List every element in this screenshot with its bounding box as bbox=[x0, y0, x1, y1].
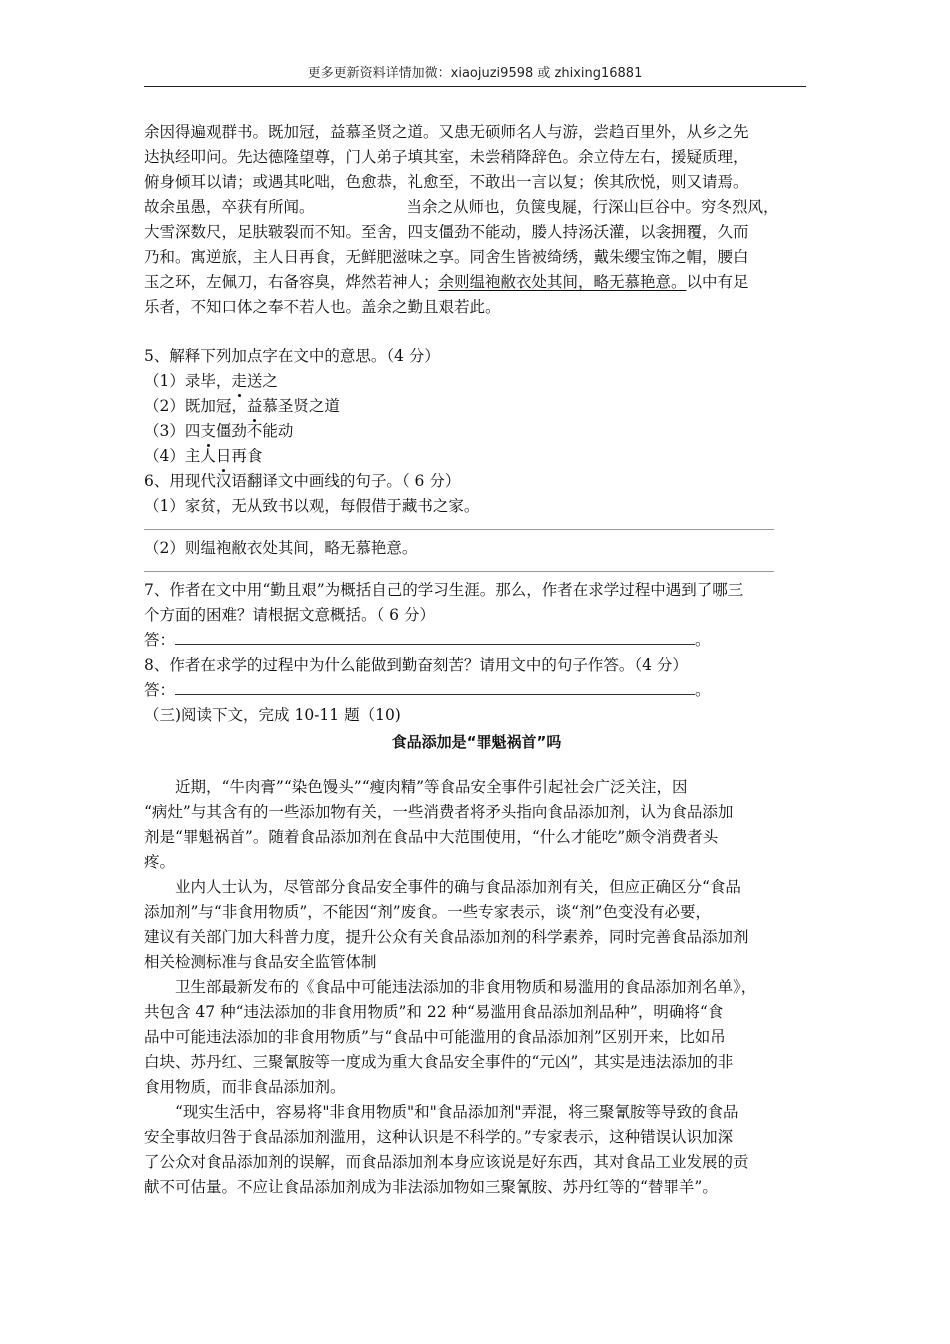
item-text: 僵劲不能动 bbox=[215, 422, 294, 440]
section-heading: （三)阅读下文，完成 10-11 题（10) bbox=[144, 706, 401, 724]
article-line: 白块、苏丹红、三聚氰胺等一度成为重大食品安全事件的“元凶”，其实是违法添加的非 bbox=[144, 1053, 734, 1071]
dotted-char: 益 bbox=[247, 394, 263, 419]
answer-line[interactable] bbox=[144, 571, 774, 572]
question-8 bbox=[144, 653, 809, 703]
passage-text: 当余之从师也，负箧曳屣，行深山巨谷中。穷冬烈风， bbox=[406, 198, 779, 216]
question-item bbox=[144, 394, 809, 419]
passage-line bbox=[144, 270, 809, 295]
answer-line[interactable] bbox=[144, 529, 774, 530]
article-line: 相关检测标准与食品安全监管体制 bbox=[144, 953, 377, 971]
article-line: 业内人士认为，尽管部分食品安全事件的确与食品添加剂有关，但应正确区分“食品 bbox=[175, 878, 741, 896]
passage-line: 乐者，不知口体之奉不若人也。盖余之勤且艰若此。 bbox=[144, 298, 501, 316]
item-text: 送之 bbox=[246, 372, 278, 390]
question-stem: 6、用现代汉语翻译文中画线的句子。（ 6 分） bbox=[144, 472, 461, 490]
passage-text: 以中有足 bbox=[686, 273, 749, 291]
underlined-sentence: 余则缊袍敝衣处其间，略无慕艳意。 bbox=[438, 273, 687, 291]
article-line: 近期，“牛肉膏”“染色馒头”“瘦肉精”等食品安全事件引起社会广泛关注，因 bbox=[175, 778, 688, 796]
article-line: “现实生活中，容易将"非食用物质"和"食品添加剂"弄混，将三聚氰胺等导致的食品 bbox=[175, 1103, 739, 1121]
item-text: （2）既加冠， bbox=[144, 397, 247, 415]
question-7 bbox=[144, 578, 809, 653]
article-line: 添加剂”与“非食用物质”，不能因“剂”废食。一些专家表示，谈“剂”色变没有必要， bbox=[144, 903, 711, 921]
article-line: 献不可估量。不应让食品添加剂成为非法添加物如三聚氰胺、苏丹红等的“替罪羊”。 bbox=[144, 1178, 718, 1196]
article-title: 食品添加是“罪魁祸首”吗 bbox=[391, 733, 562, 751]
item-text: （3）四 bbox=[144, 422, 201, 440]
answer-label: 答： bbox=[144, 631, 176, 649]
question-6 bbox=[144, 469, 809, 572]
passage-line: 大雪深数尺，足肤皲裂而不知。至舍，四支僵劲不能动，媵人持汤沃灌，以衾拥覆，久而 bbox=[144, 223, 749, 241]
passage-line: 乃和。寓逆旅，主人日再食，无鲜肥滋味之享。同舍生皆被绮绣，戴朱缨宝饰之帽，腰白 bbox=[144, 248, 749, 266]
article-body bbox=[144, 775, 809, 1200]
item-text: 慕圣贤之道 bbox=[262, 397, 340, 415]
passage-line bbox=[144, 195, 809, 220]
question-item: （1）家贫，无从致书以观，每假借于藏书之家。 bbox=[144, 497, 480, 515]
answer-blank[interactable] bbox=[175, 630, 695, 645]
question-item bbox=[144, 419, 809, 444]
item-text: 再食 bbox=[231, 447, 263, 465]
page-header: 更多更新资料详情加微：xiaojuzi9598 或 zhixing16881 bbox=[144, 62, 806, 87]
passage-text: 故余虽愚，卒获有所闻。 bbox=[144, 198, 315, 216]
question-item bbox=[144, 444, 809, 469]
question-item bbox=[144, 369, 809, 394]
answer-row bbox=[144, 678, 809, 703]
article-line: 疼。 bbox=[144, 853, 176, 871]
passage-line: 达执经叩问。先达德隆望尊，门人弟子填其室，未尝稍降辞色。余立侍左右，援疑质理， bbox=[144, 148, 749, 166]
dotted-char: 日 bbox=[216, 444, 232, 469]
article-line: 剂是“罪魁祸首”。随着食品添加剂在食品中大范围使用，“什么才能吃”颇令消费者头 bbox=[144, 828, 719, 846]
question-stem: 5、解释下列加点字在文中的意思。（4 分） bbox=[144, 347, 440, 365]
article-line: 安全事故归咎于食品添加剂滥用，这种认识是不科学的。”专家表示，这种错误认识加深 bbox=[144, 1128, 734, 1146]
article-line: 了公众对食品添加剂的误解，而食品添加剂本身应该说是好东西，其对食品工业发展的贡 bbox=[144, 1153, 749, 1171]
passage-line: 余因得遍观群书。既加冠，益慕圣贤之道。又患无硕师名人与游，尝趋百里外，从乡之先 bbox=[144, 123, 749, 141]
answer-blank[interactable] bbox=[175, 680, 695, 695]
article-line: 共包含 47 种“违法添加的非食用物质”和 22 种“易滥用食品添加剂品种”，明确将“食 bbox=[144, 1003, 724, 1021]
dotted-char: 支 bbox=[200, 419, 216, 444]
document-body bbox=[144, 120, 809, 1200]
article-line: 品中可能违法添加的非食用物质”与“食品中可能滥用的食品添加剂”区别开来，比如吊 bbox=[144, 1028, 726, 1046]
answer-row bbox=[144, 628, 809, 653]
answer-end: 。 bbox=[695, 681, 711, 699]
article-line: 食用物质，而非食品添加剂。 bbox=[144, 1078, 346, 1096]
passage-line: 俯身倾耳以请；或遇其叱咄，色愈恭，礼愈至，不敢出一言以复；俟其欣悦，则又请焉。 bbox=[144, 173, 749, 191]
classical-passage bbox=[144, 120, 809, 320]
item-text: （4）主人 bbox=[144, 447, 216, 465]
answer-end: 。 bbox=[695, 631, 711, 649]
question-stem: 8、作者在求学的过程中为什么能做到勤奋刻苦？请用文中的句子作答。（4 分） bbox=[144, 656, 688, 674]
question-5 bbox=[144, 344, 809, 469]
article-line: 卫生部最新发布的《食品中可能违法添加的非食用物质和易滥用的食品添加剂名单》， bbox=[175, 978, 757, 996]
article-line: 建议有关部门加大科普力度，提升公众有关食品添加剂的科学素养，同时完善食品添加剂 bbox=[144, 928, 749, 946]
item-text: （1）录毕， bbox=[144, 372, 232, 390]
question-stem: 个方面的困难？请根据文意概括。（ 6 分） bbox=[144, 606, 435, 624]
answer-label: 答： bbox=[144, 681, 176, 699]
passage-text: 玉之环，左佩刀，右备容臭，烨然若神人； bbox=[144, 273, 439, 291]
question-item: （2）则缊袍敝衣处其间，略无慕艳意。 bbox=[144, 539, 418, 557]
question-stem: 7、作者在文中用“勤且艰”为概括自己的学习生涯。那么，作者在求学过程中遇到了哪三 bbox=[144, 581, 744, 599]
dotted-char: 走 bbox=[231, 369, 247, 394]
article-line: “病灶”与其含有的一些添加物有关，一些消费者将矛头指向食品添加剂，认为食品添加 bbox=[144, 803, 734, 821]
